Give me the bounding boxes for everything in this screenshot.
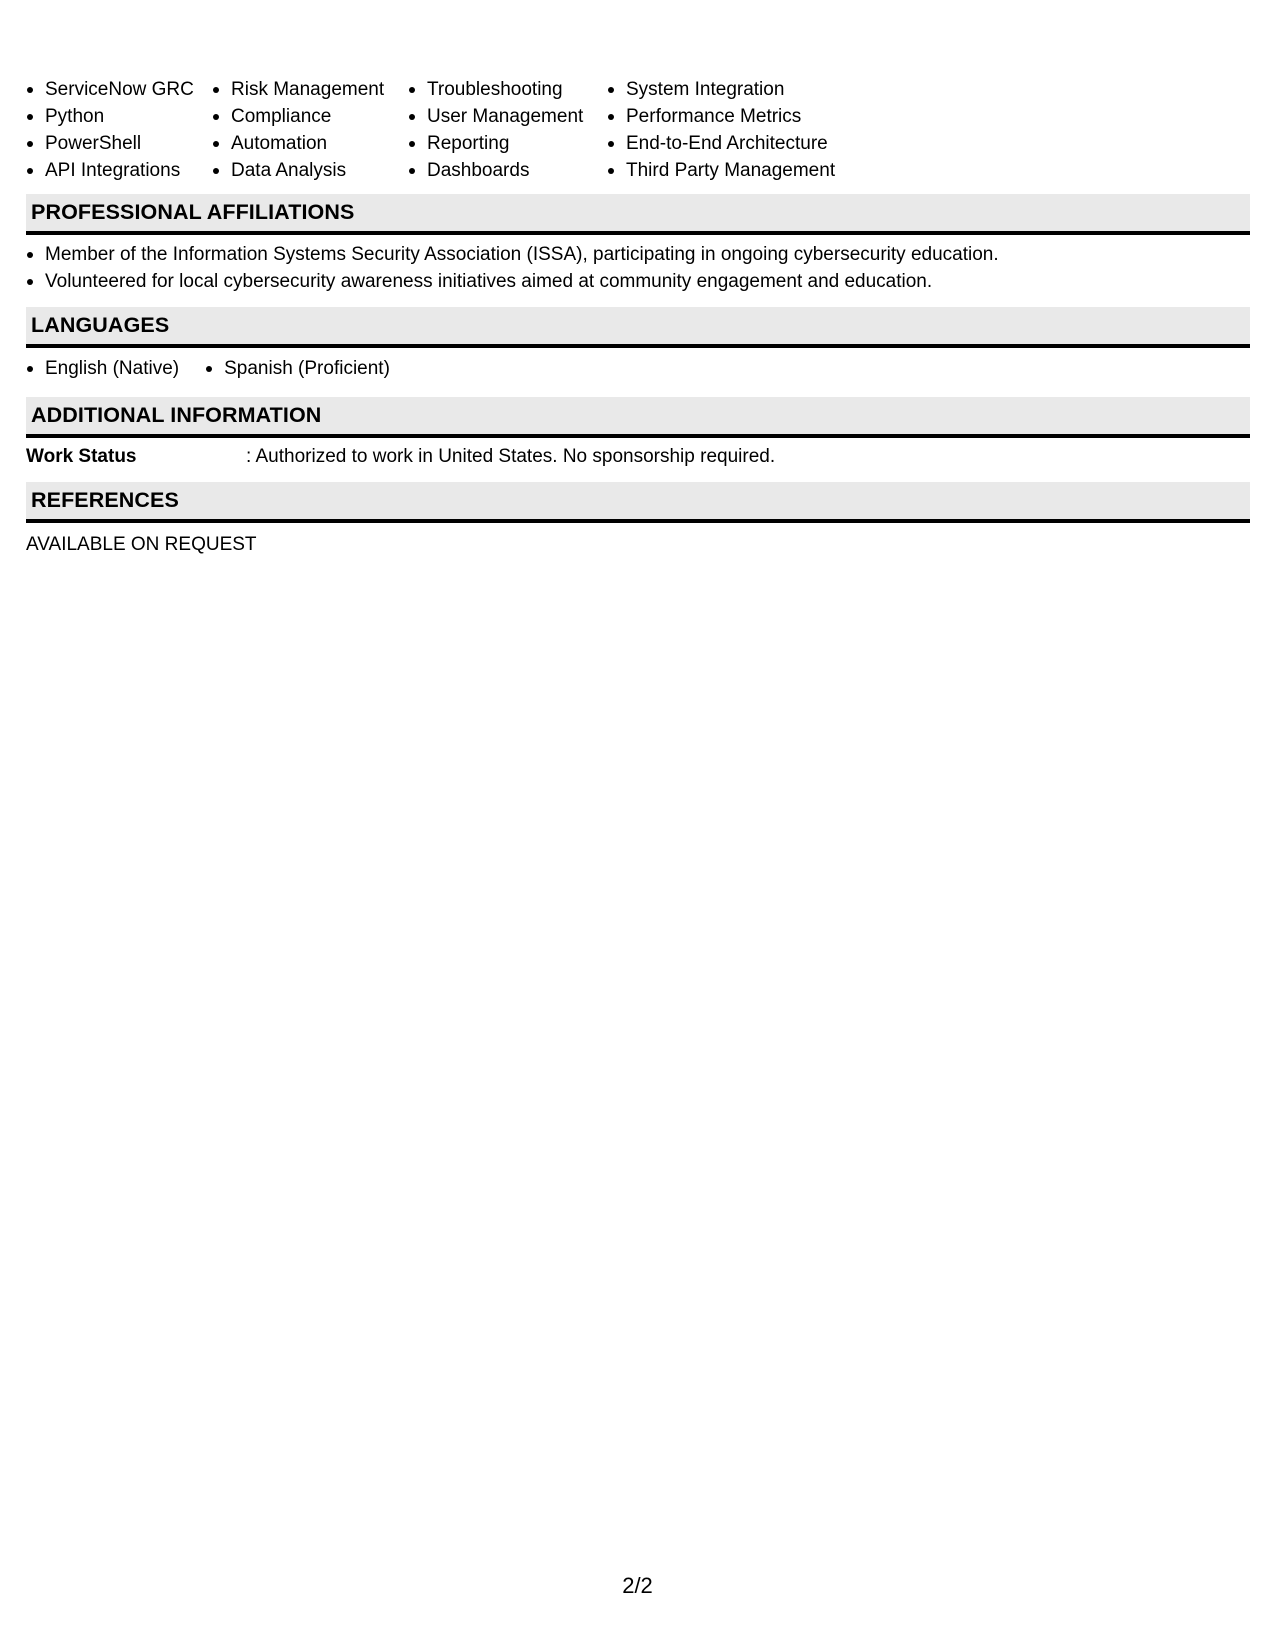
skills-column-3 <box>408 76 607 184</box>
skill-item: ServiceNow GRC <box>26 76 212 103</box>
references-section <box>26 482 1250 558</box>
skill-item: Automation <box>212 130 408 157</box>
affiliation-item: Volunteered for local cybersecurity awareness initiatives aimed at community engagement and education. <box>26 268 1250 295</box>
skill-item: Risk Management <box>212 76 408 103</box>
additional-info-header <box>26 397 1250 438</box>
language-item: English (Native) <box>26 355 179 382</box>
skill-item: Dashboards <box>408 157 607 184</box>
affiliations-list <box>26 241 1250 295</box>
skill-item: System Integration <box>607 76 867 103</box>
affiliations-section <box>26 194 1250 295</box>
page-number: 2/2 <box>622 1573 653 1598</box>
work-status-label: Work Status <box>26 446 137 467</box>
section-title: ADDITIONAL INFORMATION <box>31 403 322 427</box>
affiliations-header <box>26 194 1250 235</box>
language-item: Spanish (Proficient) <box>205 355 390 382</box>
skill-item: API Integrations <box>26 157 212 184</box>
references-header <box>26 482 1250 523</box>
skills-grid <box>26 76 1250 184</box>
skill-item: End-to-End Architecture <box>607 130 867 157</box>
skills-column-1 <box>26 76 212 184</box>
references-text: AVAILABLE ON REQUEST <box>26 534 257 555</box>
section-title: PROFESSIONAL AFFILIATIONS <box>31 200 355 224</box>
skill-item: User Management <box>408 103 607 130</box>
skill-item: Python <box>26 103 212 130</box>
section-title: LANGUAGES <box>31 313 170 337</box>
skills-column-4 <box>607 76 867 184</box>
affiliation-item: Member of the Information Systems Security Association (ISSA), participating in ongoing cybersecurity education. <box>26 241 1250 268</box>
skill-item: PowerShell <box>26 130 212 157</box>
skill-item: Troubleshooting <box>408 76 607 103</box>
skill-item: Data Analysis <box>212 157 408 184</box>
skill-item: Third Party Management <box>607 157 867 184</box>
section-title: REFERENCES <box>31 488 179 512</box>
work-status-row <box>26 443 1250 470</box>
additional-info-section <box>26 397 1250 470</box>
languages-header <box>26 307 1250 348</box>
skills-column-2 <box>212 76 408 184</box>
languages-list <box>26 355 1250 382</box>
languages-section <box>26 307 1250 382</box>
resume-page-2 <box>26 76 1250 558</box>
skill-item: Compliance <box>212 103 408 130</box>
skill-item: Performance Metrics <box>607 103 867 130</box>
skill-item: Reporting <box>408 130 607 157</box>
work-status-value: : Authorized to work in United States. No sponsorship required. <box>246 446 776 467</box>
